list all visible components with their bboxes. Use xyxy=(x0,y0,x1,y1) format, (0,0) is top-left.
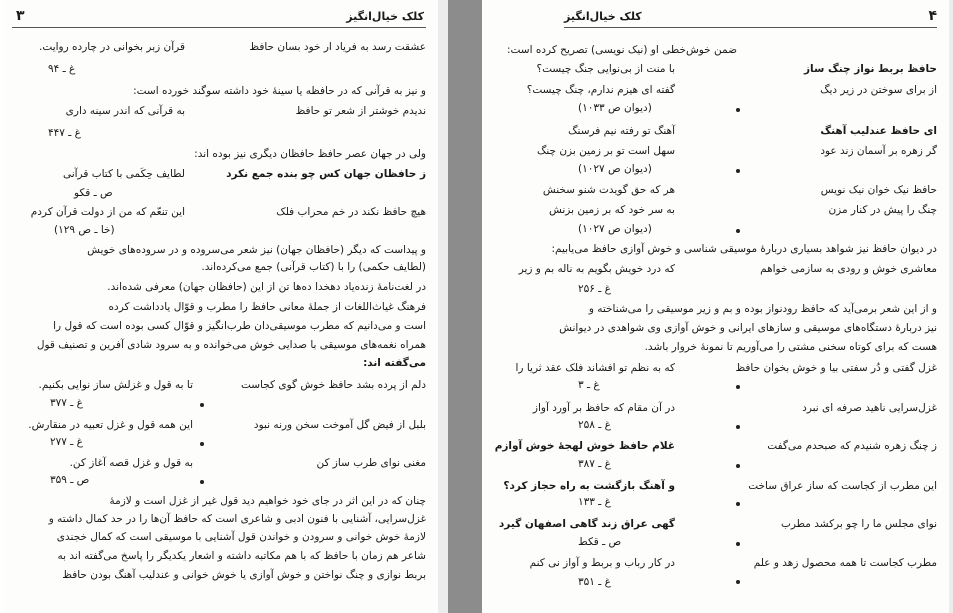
text-line: غزل‌سرایی، آشنایی با فنون ادبی و شاعری است که حافظ آن‌ها را در حد کمال داشته و xyxy=(48,513,426,525)
verse-line: هر که حق گویدت شنو سخنش xyxy=(542,184,675,196)
page-gutter-left xyxy=(438,0,448,613)
verse-marker xyxy=(736,169,740,173)
text-line: هست که برای کوتاه سخنی مشتی را می‌آوریم تا نمونهٔ خروار باشد. xyxy=(644,341,937,353)
text-line: در لغت‌نامهٔ زنده‌یاد دهخدا ده‌ها تن از این (حافظان جهان) معرفی شده‌اند. xyxy=(107,281,426,293)
verse-line: که به نظم تو افشاند فلک عقد ثریا را xyxy=(515,362,675,374)
verse-reference: (خا ـ ص ۱۲۹) xyxy=(54,224,115,236)
running-title: کلک خیال‌انگیز xyxy=(564,10,642,23)
verse-reference: غ ـ ۲۷۷ xyxy=(50,436,83,448)
verse-reference: ص ـ ۳۵۹ xyxy=(50,474,90,486)
verse-reference: غ ـ ۳۸۷ xyxy=(578,458,611,470)
right-page xyxy=(482,0,949,613)
verse-line: آهنگ تو رفته نیم فرسنگ xyxy=(568,125,675,137)
verse-marker xyxy=(736,542,740,546)
verse-line: گر زهره بر آسمان زند عود xyxy=(820,145,937,157)
verse-line: که درد خویش بگویم به ناله بم و زیر xyxy=(518,263,675,275)
verse-line: ندیدم خوشتر از شعر تو حافظ xyxy=(295,105,426,117)
verse-line: هیچ حافظ نکند در خم محراب فلک xyxy=(276,206,426,218)
left-page xyxy=(4,0,438,613)
verse-marker xyxy=(736,108,740,112)
verse-marker xyxy=(200,480,204,484)
verse-line: بلبل از فیض گل آموخت سخن ورنه نبود xyxy=(253,419,426,431)
text-line: می‌گفته اند: xyxy=(363,357,426,369)
verse-marker xyxy=(200,442,204,446)
verse-line: و آهنگ بازگشت به راه حجاز کرد؟ xyxy=(503,480,675,492)
verse-reference: ص ـ قکو xyxy=(74,187,113,199)
verse-line: به سر خود که بر زمین بزنش xyxy=(549,204,675,216)
verse-marker xyxy=(736,229,740,233)
verse-reference: غ ـ ۳۷۷ xyxy=(50,397,83,409)
verse-marker xyxy=(736,464,740,468)
verse-reference: (دیوان ص ۱۰۲۷) xyxy=(578,223,652,235)
verse-line: به قول و غزل قصه آغاز کن. xyxy=(69,457,193,469)
verse-line: از برای سوختن در زیر دیگ xyxy=(820,84,937,96)
book-spine-gap xyxy=(448,0,482,613)
page-number: ۳ xyxy=(16,8,25,24)
verse-line: این تنعّم که من از دولت قرآن کردم xyxy=(30,206,185,218)
verse-line: حافظ نیک خوان نیک نویس xyxy=(820,184,937,196)
verse-line: حافظ بربط نواز چنگ ساز xyxy=(804,63,937,75)
verse-line: دلم از پرده بشد حافظ خوش گوی کجاست xyxy=(240,379,426,391)
verse-line: گفته ای هیزم ندارم، چنگ چیست؟ xyxy=(526,84,675,96)
verse-reference: غ ـ ۱۳۳ xyxy=(578,496,611,508)
verse-line: به قرآنی که اندر سینه داری xyxy=(65,105,185,117)
verse-line: با منت از بی‌نوایی جنگ چیست؟ xyxy=(536,63,675,75)
verse-line: این همه قول و غزل تعبیه در منقارش. xyxy=(28,419,193,431)
verse-line: معاشری خوش و رودی به سازمی خواهم xyxy=(760,263,937,275)
verse-reference: غ ـ ۲۵۶ xyxy=(578,283,611,295)
verse-line: تا به قول و غزلش ساز نوایی بکنیم. xyxy=(38,379,193,391)
text-line: در دیوان حافظ نیز شواهد بسیاری دربارهٔ موسیقی شناسی و خوش آوازی حافظ می‌یابیم: xyxy=(551,243,937,255)
verse-line: در کار رباب و بربط و آواز نی کنم xyxy=(529,557,675,569)
verse-line: مغنی نوای طرب ساز کن xyxy=(316,457,426,469)
verse-reference: غ ـ ۲۵۸ xyxy=(578,419,611,431)
text-line: ولی در جهان عصر حافظ حافظان دیگری نیز بوده اند: xyxy=(194,148,426,160)
verse-marker xyxy=(736,385,740,389)
running-title: کلک خیال‌انگیز xyxy=(346,10,424,23)
verse-reference: غ ـ ۳۵۱ xyxy=(578,576,611,588)
verse-reference: (دیوان ص ۱۰۲۷) xyxy=(578,163,652,175)
verse-line: غزل‌سرایی ناهید صرفه ای نبرد xyxy=(802,402,937,414)
text-line: و پیداست که دیگر (حافظان جهان) نیز شعر می‌سروده و در سروده‌های خویش xyxy=(87,244,426,256)
header-rule xyxy=(12,27,426,28)
verse-line: عشقت رسد به فریاد ار خود بسان حافظ xyxy=(249,41,426,53)
text-line: است و می‌دانیم که مطرب موسیقی‌دان طرب‌انگیز و قوّال کسی بوده است که قول را xyxy=(53,320,426,332)
verse-line: نوای مجلس ما را چو برکشد مطرب xyxy=(780,518,937,530)
text-line: نیز دربارهٔ دستگاه‌های موسیقی و سازهای ایرانی و خوش آوازی وی شواهدی در دیوانش xyxy=(559,322,937,334)
verse-reference: غ ـ ۹۴ xyxy=(48,63,76,75)
text-line: بربط نوازی و چنگ نواختن و خوش آوازی یا خوش خوانی و عندلیب آهنگ بودن حافظ xyxy=(62,569,426,581)
verse-reference: ص ـ قکط xyxy=(578,536,622,548)
verse-line: غلام حافظ خوش لهجهٔ خوش آوازم xyxy=(494,440,675,452)
text-line: (لطایف حکمی) را با (کتاب قرآنی) جمع می‌کرده‌اند. xyxy=(201,261,426,273)
verse-line: ز چنگ زهره شنیدم که صبحدم می‌گفت xyxy=(767,440,937,452)
header-rule xyxy=(564,27,937,28)
text-line: و نیز به قرآنی که در حافظه یا سینهٔ خود داشته سوگند خورده است: xyxy=(133,85,426,97)
verse-line: چنگ را پیش در کنار مزن xyxy=(828,204,937,216)
verse-marker xyxy=(736,425,740,429)
verse-reference: غ ـ ۳ xyxy=(578,379,600,391)
verse-line: گهی عراق زند گاهی اصفهان گیرد xyxy=(498,518,675,530)
text-line: شاعر هم زمان با حافظ که با هم مکاتبه داشته و اشعار یکدیگر را پاسخ می‌گفته اند به xyxy=(57,550,426,562)
text-line: لازمهٔ خوش خوانی و سرودن و خواندن قول آشنایی با موسیقی است که کمال خجندی xyxy=(56,531,426,543)
verse-reference: غ ـ ۴۴۷ xyxy=(48,127,81,139)
verse-line: این مطرب از کجاست که ساز عراق ساخت xyxy=(748,480,937,492)
verse-line: قرآن زبر بخوانی در چارده روایت. xyxy=(39,41,185,53)
verse-marker xyxy=(200,403,204,407)
verse-line: ز حافظان جهان کس چو بنده جمع نکرد xyxy=(226,168,426,180)
text-line: فرهنگ غیاث‌اللغات از جملهٔ معانی حافظ را مطرب و قوّال یادداشت کرده xyxy=(108,301,426,313)
text-line: همراه نغمه‌های موسیقی با صدایی خوش می‌خوانده و به سرود شادی آفرین و تصنیف قول xyxy=(36,339,426,351)
page-edge-right xyxy=(949,0,953,613)
right-page-header xyxy=(482,8,949,28)
text-line: ضمن خوش‌خطی او (نیک نویسی) تصریح کرده است: xyxy=(506,44,737,56)
verse-reference: (دیوان ص ۱۰۳۳) xyxy=(578,102,652,114)
verse-line: در آن مقام که حافظ بر آورد آواز xyxy=(532,402,675,414)
verse-line: غزل گفتی و دُر سفتی بیا و خوش بخوان حافظ xyxy=(735,362,937,374)
text-line: و از این شعر برمی‌آید که حافظ رودنواز بوده و بم و زیر موسیقی را می‌شناخته و xyxy=(588,303,937,315)
verse-line: ای حافظ عندلیب آهنگ xyxy=(820,125,937,137)
verse-marker xyxy=(736,580,740,584)
verse-line: سهل است تو بر زمین بزن چنگ xyxy=(536,145,675,157)
page-number: ۴ xyxy=(928,8,937,24)
left-page-header xyxy=(4,8,438,28)
verse-line: لطایف حِکَمی با کتاب قرآنی xyxy=(62,168,185,180)
verse-marker xyxy=(736,502,740,506)
verse-line: مطرب کجاست تا همه محصول زهد و علم xyxy=(753,557,937,569)
text-line: چنان که در این اثر در جای خود خواهیم دید قول غیر از غزل است و لازمهٔ xyxy=(109,495,426,507)
